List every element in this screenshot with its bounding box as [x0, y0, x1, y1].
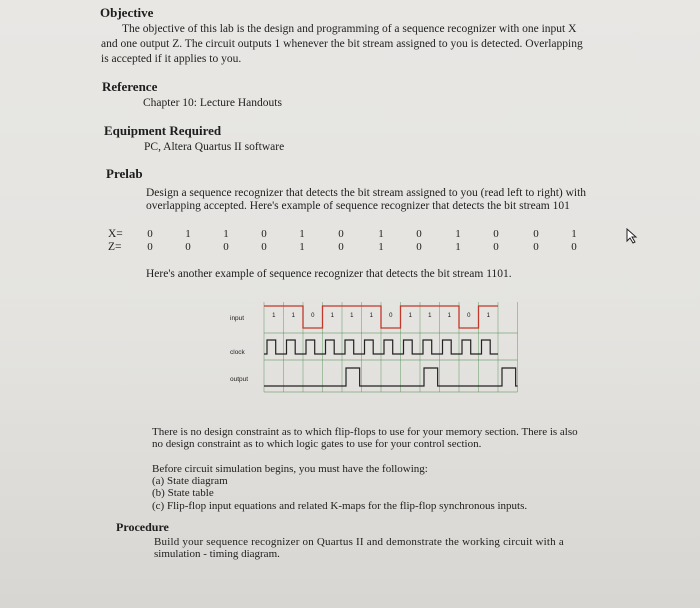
input-bit-label: 1 — [428, 313, 432, 319]
z-value-cell: 0 — [338, 241, 344, 253]
input-bit-label: 1 — [350, 313, 354, 319]
objective-line-1: The objective of this lab is the design and programming of a sequence recognizer with one input X — [122, 23, 577, 35]
z-value-cell: 0 — [147, 241, 153, 253]
z-value-cell: 0 — [533, 241, 539, 253]
z-value-cell: 1 — [455, 241, 461, 253]
x-value-cell: 1 — [378, 228, 384, 240]
input-bit-label: 1 — [272, 313, 276, 319]
reference-heading: Reference — [102, 79, 158, 94]
constraint-line-1: There is no design constraint as to which flip-flops to use for your memory section. There is also — [152, 426, 578, 438]
prelab-heading: Prelab — [106, 166, 143, 181]
x-value-cell: 1 — [299, 228, 305, 240]
equipment-text: PC, Altera Quartus II software — [144, 141, 285, 153]
requirement-item-c: (c) Flip-flop input equations and related K-maps for the flip-flop synchronous inputs. — [152, 500, 528, 512]
input-bit-label: 1 — [408, 313, 412, 319]
z-value-cell: 1 — [299, 241, 305, 253]
input-waveform — [264, 306, 498, 328]
waveform-svg — [222, 298, 532, 394]
x-value-cell: 0 — [416, 228, 422, 240]
input-bit-label: 1 — [330, 313, 334, 319]
procedure-line-2: simulation - timing diagram. — [154, 548, 280, 560]
equipment-heading: Equipment Required — [104, 123, 222, 138]
input-bit-label: 1 — [369, 313, 373, 319]
z-value-cell: 0 — [261, 241, 267, 253]
input-bit-label: 0 — [467, 313, 471, 319]
objective-line-3: is accepted if it applies to you. — [101, 53, 242, 65]
z-row-label: Z= — [108, 241, 122, 253]
prelab-line-1: Design a sequence recognizer that detects the bit stream assigned to you (read left to right) with — [146, 187, 587, 199]
output-signal-label: output — [230, 376, 249, 383]
objective-heading: Objective — [100, 5, 154, 20]
mouse-cursor-icon — [625, 228, 639, 244]
output-waveform — [264, 368, 518, 386]
x-value-cell: 0 — [147, 228, 153, 240]
procedure-line-1: Build your sequence recognizer on Quartus II and demonstrate the working circuit with a — [154, 536, 564, 548]
procedure-heading: Procedure — [116, 520, 169, 534]
x-value-cell: 0 — [533, 228, 539, 240]
z-value-cell: 1 — [378, 241, 384, 253]
x-value-cell: 0 — [338, 228, 344, 240]
z-value-cell: 0 — [185, 241, 191, 253]
x-value-cell: 0 — [493, 228, 499, 240]
z-value-cell: 0 — [223, 241, 229, 253]
input-bit-label: 0 — [311, 313, 315, 319]
objective-line-2: and one output Z. The circuit outputs 1 whenever the bit stream assigned to you is detected. Overlapping — [101, 38, 583, 50]
z-value-cell: 0 — [571, 241, 577, 253]
requirement-item-a: (a) State diagram — [152, 475, 228, 487]
x-value-cell: 1 — [185, 228, 191, 240]
x-value-cell: 1 — [571, 228, 577, 240]
example2-text: Here's another example of sequence recognizer that detects the bit stream 1101. — [146, 268, 512, 280]
input-bit-label: 1 — [486, 313, 490, 319]
input-bit-label: 1 — [291, 313, 295, 319]
constraint-line-2: no design constraint as to which logic gates to use for your control section. — [152, 438, 482, 450]
x-value-cell: 1 — [455, 228, 461, 240]
x-value-cell: 1 — [223, 228, 229, 240]
input-signal-label: input — [230, 315, 245, 322]
input-bit-label: 0 — [389, 313, 393, 319]
timing-diagram — [222, 298, 532, 394]
requirement-item-b: (b) State table — [152, 487, 214, 499]
reference-text: Chapter 10: Lecture Handouts — [143, 97, 282, 109]
prelab-line-2: overlapping accepted. Here's example of sequence recognizer that detects the bit stream 101 — [146, 200, 570, 212]
x-value-cell: 0 — [261, 228, 267, 240]
z-value-cell: 0 — [416, 241, 422, 253]
input-bit-label: 1 — [447, 313, 451, 319]
z-value-cell: 0 — [493, 241, 499, 253]
before-simulation-heading: Before circuit simulation begins, you must have the following: — [152, 463, 428, 475]
clock-signal-label: clock — [230, 349, 245, 356]
x-row-label: X= — [108, 228, 123, 240]
